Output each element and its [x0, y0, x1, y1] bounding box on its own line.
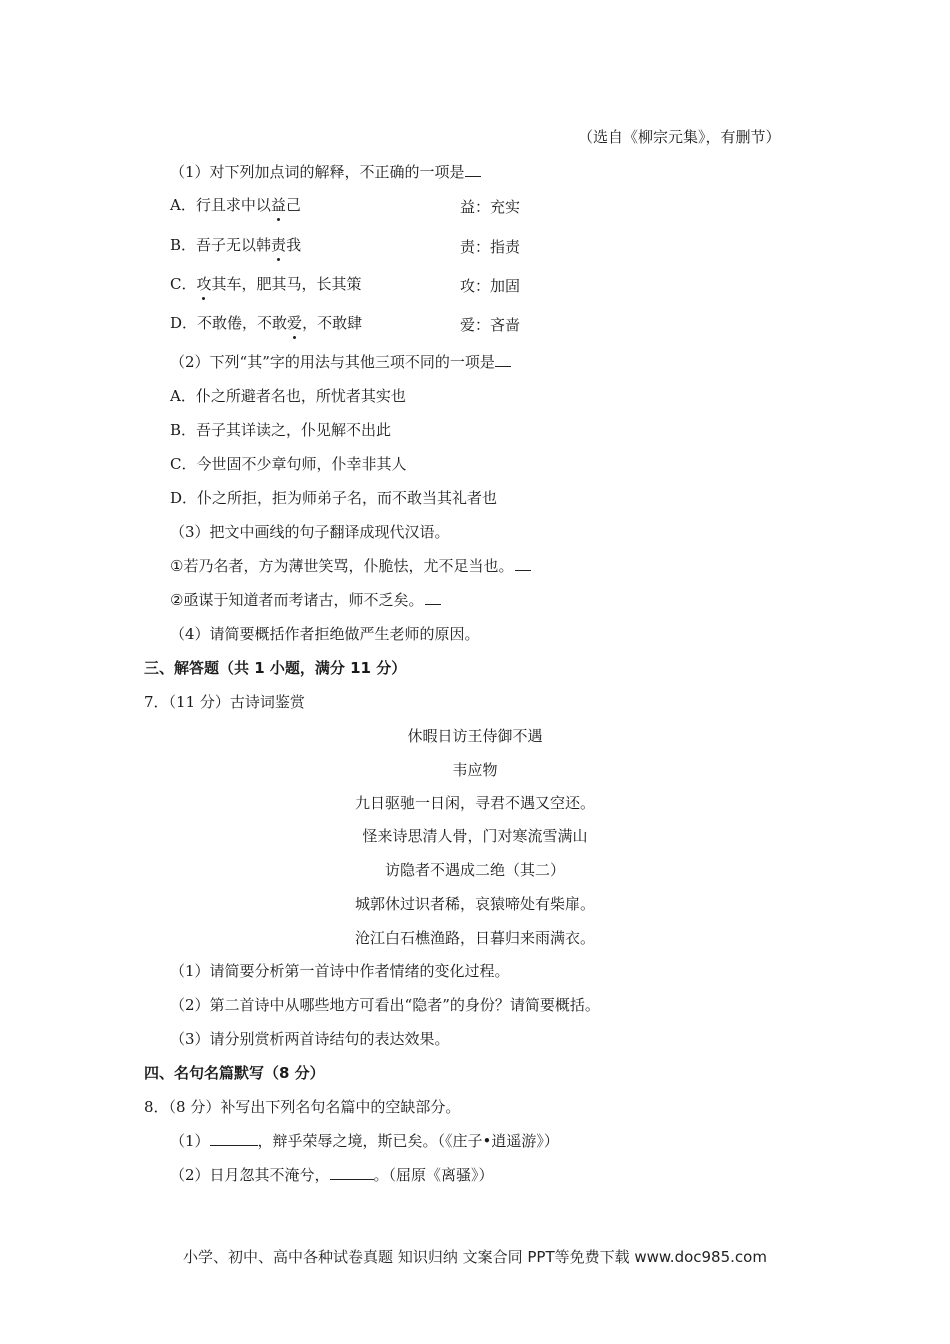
option-text: 己: [285, 196, 301, 214]
q1-option-a: [170, 195, 301, 215]
q8-item-1: [170, 1131, 559, 1151]
q3-item-2: [170, 590, 441, 610]
page-footer: 小学、初中、高中各种试卷真题 知识归纳 文案合同 PPT等免费下载 www.doc985.com: [183, 1248, 767, 1266]
q8-header: 8．（8 分）补写出下列名句名篇中的空缺部分。: [144, 1098, 461, 1116]
dotted-word: 责: [271, 236, 287, 254]
q8-item-text: 。（屈原《离骚》）: [373, 1166, 494, 1184]
q7-sub-3: （3）请分别赏析两首诗结句的表达效果。: [170, 1030, 450, 1048]
poem-author: 韦应物: [452, 761, 498, 779]
poem-line: 沧江白石樵渔路，日暮归来雨满衣。: [354, 929, 595, 947]
q2-prompt-text: （2）下列“其”字的用法与其他三项不同的一项是: [170, 353, 495, 371]
poem-title: 休暇日访王侍御不遇: [407, 727, 543, 745]
option-label: A．: [170, 196, 196, 214]
source-note: （选自《柳宗元集》，有删节）: [578, 128, 781, 146]
q3-prompt: （3）把文中画线的句子翻译成现代汉语。: [170, 523, 450, 541]
q4-prompt: （4）请简要概括作者拒绝做严生老师的原因。: [170, 625, 480, 643]
poem-title: 访隐者不遇成二绝（其二）: [384, 861, 565, 879]
q1-gloss-d: 爱：吝啬: [460, 316, 521, 334]
q3-item-text: 若乃名者，方为薄世笑骂，仆脆怯，尤不足当也。: [183, 557, 514, 575]
q7-sub-2: （2）第二首诗中从哪些地方可看出“隐者”的身份？请简要概括。: [170, 996, 600, 1014]
circled-number: ②: [170, 591, 184, 609]
poem-line: 怪来诗思清人骨，门对寒流雪满山: [362, 827, 588, 845]
q1-option-c: [170, 274, 362, 294]
fill-blank: [210, 1131, 258, 1146]
q2-option-c: C．今世固不少章句师，仆幸非其人: [170, 455, 407, 473]
dotted-word: 益: [270, 196, 286, 214]
q8-item-text: ，辩乎荣辱之境，斯已矣。（《庄子•逍遥游》）: [257, 1132, 559, 1150]
section-heading: 四、名句名篇默写（8 分）: [144, 1064, 325, 1082]
q7-header: 7．（11 分）古诗词鉴赏: [144, 693, 305, 711]
answer-blank: [425, 590, 441, 605]
q2-option-d: D．仆之所拒，拒为师弟子名，而不敢当其礼者也: [170, 489, 498, 507]
option-text: 我: [286, 236, 302, 254]
option-label: B．: [170, 236, 197, 254]
option-text: ，不敢肆: [302, 314, 363, 332]
option-text: 行且求中以: [195, 196, 271, 214]
answer-blank: [465, 162, 481, 177]
dotted-word: 攻: [196, 275, 212, 293]
poem-line: 城郭休过识者稀，哀猿啼处有柴扉。: [354, 895, 595, 913]
option-label: C．: [170, 275, 197, 293]
q1-gloss-a: 益：充实: [460, 198, 521, 216]
option-text: 吾子无以韩: [196, 236, 272, 254]
q1-prompt-text: （1）对下列加点词的解释，不正确的一项是: [170, 163, 465, 181]
q3-item-1: [170, 556, 531, 576]
q7-sub-1: （1）请简要分析第一首诗中作者情绪的变化过程。: [170, 962, 510, 980]
fill-blank: [330, 1165, 374, 1180]
q1-option-d: [170, 313, 362, 333]
q2-option-b: B．吾子其详读之，仆见解不出此: [170, 421, 392, 439]
answer-blank: [495, 352, 511, 367]
q1-gloss-c: 攻：加固: [460, 277, 521, 295]
q1-option-b: [170, 235, 301, 255]
option-text: 不敢倦，不敢: [197, 314, 288, 332]
q2-option-a: A．仆之所避者名也，所忧者其实也: [170, 387, 406, 405]
circled-number: ①: [170, 557, 184, 575]
q2-prompt: [170, 352, 511, 372]
section-heading: 三、解答题（共 1 小题，满分 11 分）: [144, 659, 407, 677]
q8-item-text: （2）日月忽其不淹兮，: [170, 1166, 330, 1184]
q1-prompt: [170, 162, 481, 182]
option-text: 其车，肥其马，长其策: [211, 275, 362, 293]
dotted-word: 爱: [287, 314, 303, 332]
poem-line: 九日驱驰一日闲，寻君不遇又空还。: [354, 794, 595, 812]
q1-gloss-b: 责：指责: [460, 238, 521, 256]
q8-item-text: （1）: [170, 1132, 210, 1150]
q8-item-2: [170, 1165, 494, 1185]
answer-blank: [515, 556, 531, 571]
option-label: D．: [170, 314, 198, 332]
q3-item-text: 亟谋于知道者而考诸古，师不乏矣。: [183, 591, 424, 609]
